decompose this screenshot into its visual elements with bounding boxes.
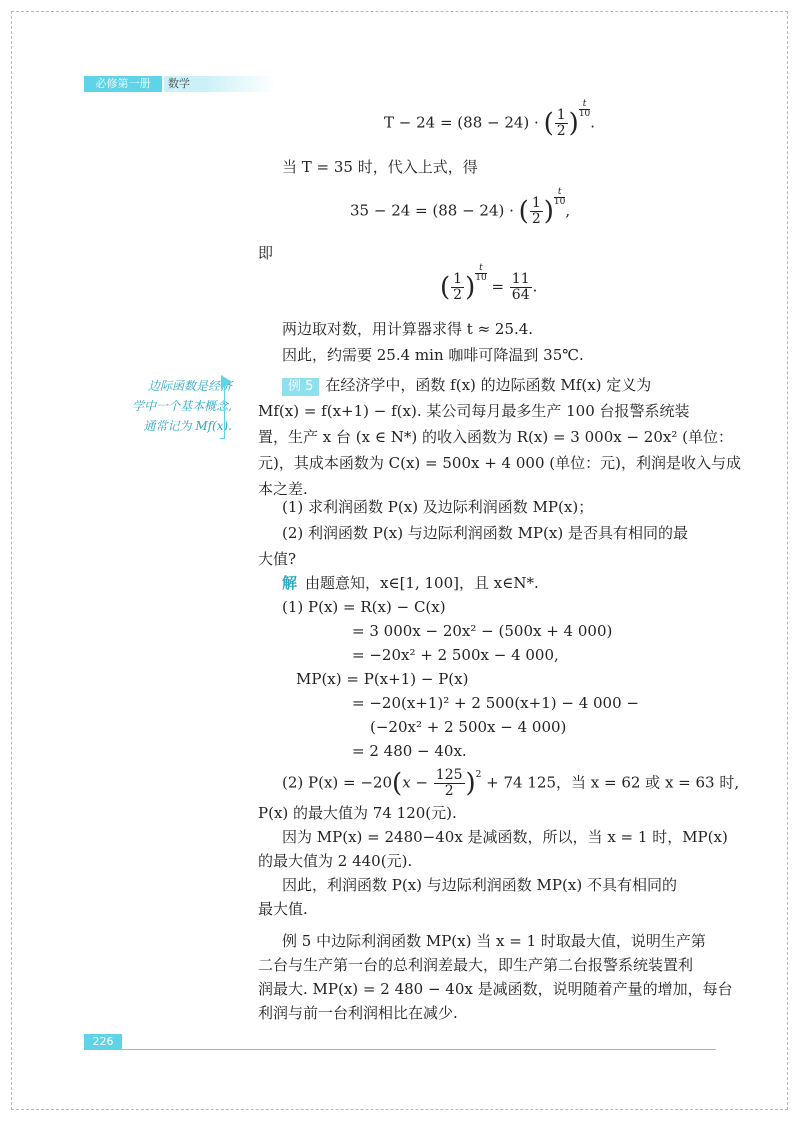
jie-label: 解 (282, 574, 298, 592)
side-note-line: 通常记为 Mf(x). (143, 419, 232, 433)
remark-line: 利润与前一台利润相比在减少. (258, 1004, 458, 1022)
eq3-frac-den: 2 (453, 287, 463, 303)
remark-line: 例 5 中边际利润函数 MP(x) 当 x = 1 时取最大值，说明生产第 (282, 932, 706, 950)
eq3-fraction (451, 272, 464, 303)
part2-inner: x − (402, 773, 433, 792)
eq2-exp-num: t (557, 187, 562, 197)
eq3-equals: = (486, 277, 509, 296)
eq3-rhs-fraction (510, 272, 532, 303)
header (84, 76, 244, 92)
example-5-first-line (282, 374, 651, 396)
header-volume-label: 必修第一册 (84, 76, 162, 92)
solution-intro (282, 572, 539, 594)
eq3-end: . (532, 277, 538, 296)
solution-line: = 3 000x − 20x² − (500x + 4 000) (352, 622, 613, 640)
conclusion-line: 因此，利润函数 P(x) 与边际利润函数 MP(x) 不具有相同的 (282, 876, 677, 894)
example-text: 置，生产 x 台 (x ∈ N*) 的收入函数为 R(x) = 3 000x − 20x² (单位： (258, 428, 733, 446)
eq3-rhs-den: 64 (511, 287, 530, 303)
eq2-frac-den: 2 (531, 211, 541, 227)
eq1-exp-num: t (582, 99, 587, 109)
eq2-exponent (554, 188, 565, 207)
footer-rule (122, 1049, 716, 1050)
eq2-lhs: 35 − 24 = (88 − 24) · (350, 201, 519, 220)
remark-line: 二台与生产第一台的总利润差最大，即生产第二台报警系统装置利 (258, 956, 694, 974)
eq3-rhs-num: 11 (511, 271, 530, 287)
eq3-exponent (475, 264, 486, 283)
part-2-max: P(x) 的最大值为 74 120(元). (258, 804, 457, 822)
solution-line: (−20x² + 2 500x − 4 000) (370, 718, 567, 736)
eq2-frac-num: 1 (531, 195, 541, 211)
question-2: (2) 利润函数 P(x) 与边际利润函数 MP(x) 是否具有相同的最 (282, 524, 688, 542)
equation-1: T − 24 = (88 − 24) · ( $\frac{1}{2}$ ) $\frac{t}{10}$ . (384, 99, 596, 139)
ji-label: 即 (258, 244, 274, 262)
remark-line: 润最大. MP(x) = 2 480 − 40x 是减函数，说明随着产量的增加，每台 (258, 980, 733, 998)
eq3-exp-num: t (479, 263, 483, 273)
example-text: 元)，其成本函数为 C(x) = 500x + 4 000 (单位：元)，利润是收入与成 (258, 454, 741, 472)
part2-frac-den: 2 (444, 783, 454, 799)
part2-exponent: 2 (475, 770, 482, 780)
log-line: 两边取对数，用计算器求得 t ≈ 25.4. (282, 320, 534, 338)
conclusion-line: 最大值. (258, 900, 308, 918)
when-line: 当 T = 35 时，代入上式，得 (282, 158, 478, 176)
example-text: 本之差. (258, 480, 308, 498)
eq1-end: . (590, 113, 596, 132)
header-subject-label: 数学 (164, 76, 208, 92)
part2-fraction (434, 768, 465, 799)
eq3-exp-den: 10 (475, 273, 487, 283)
eq1-exponent (579, 100, 590, 119)
question-2-cont: 大值? (258, 550, 297, 568)
part2-post: + 74 125，当 x = 62 或 x = 63 时, (481, 773, 740, 792)
side-note-line: 边际函数是经济 (147, 379, 232, 393)
therefore-line: 因此，约需要 25.4 min 咖啡可降温到 35℃. (282, 346, 584, 364)
equation-2: 35 − 24 = (88 − 24) · ( $\frac{1}{2}$ ) $\frac{t}{10}$ , (350, 187, 571, 227)
solution-line: MP(x) = P(x+1) − P(x) (296, 670, 469, 688)
solution-line: = −20x² + 2 500x − 4 000, (352, 646, 559, 664)
part2-pre: (2) P(x) = −20 (282, 773, 393, 792)
eq1-frac-den: 2 (556, 123, 566, 139)
eq1-exp-den: 10 (578, 109, 591, 119)
example-text: Mf(x) = f(x+1) − f(x). 某公司每月最多生产 100 台报警系统装 (258, 402, 690, 420)
equation-3: ( $\frac{1}{2}$ ) $\frac{t}{10}$ = $\frac{11}{64}$ . (440, 263, 538, 303)
example-tag: 例 5 (282, 378, 319, 396)
side-note (82, 376, 232, 436)
solution-line: (1) P(x) = R(x) − C(x) (282, 598, 446, 616)
example-text: 在经济学中，函数 f(x) 的边际函数 Mf(x) 定义为 (325, 376, 652, 394)
page-number: 226 (84, 1034, 122, 1050)
solution-line: = 2 480 − 40x. (352, 742, 467, 760)
mp-line: 的最大值为 2 440(元). (258, 852, 413, 870)
eq2-end: , (565, 201, 571, 220)
eq2-exp-den: 10 (553, 197, 566, 207)
side-note-line: 学中一个基本概念, (132, 399, 232, 413)
part2-frac-num: 125 (435, 767, 463, 783)
solution-line: = −20(x+1)² + 2 500(x+1) − 4 000 − (352, 694, 639, 712)
part-2-equation: (2) P(x) = −20(x − $\frac{125}{2}$ )$^2$ + 74 125，当 x = 62 或 x = 63 时, (282, 767, 740, 799)
side-note-bracket (220, 386, 225, 439)
eq1-frac-num: 1 (556, 107, 566, 123)
question-1: (1) 求利润函数 P(x) 及边际利润函数 MP(x)； (282, 498, 594, 516)
mp-line: 因为 MP(x) = 2480−40x 是减函数，所以，当 x = 1 时，MP(x) (282, 828, 728, 846)
solution-intro-text: 由题意知，x∈[1, 100]，且 x∈N*. (305, 574, 539, 592)
eq3-frac-num: 1 (453, 271, 463, 287)
eq1-fraction (555, 108, 568, 139)
eq2-fraction (530, 196, 543, 227)
eq1-lhs: T − 24 = (88 − 24) · (384, 113, 544, 132)
